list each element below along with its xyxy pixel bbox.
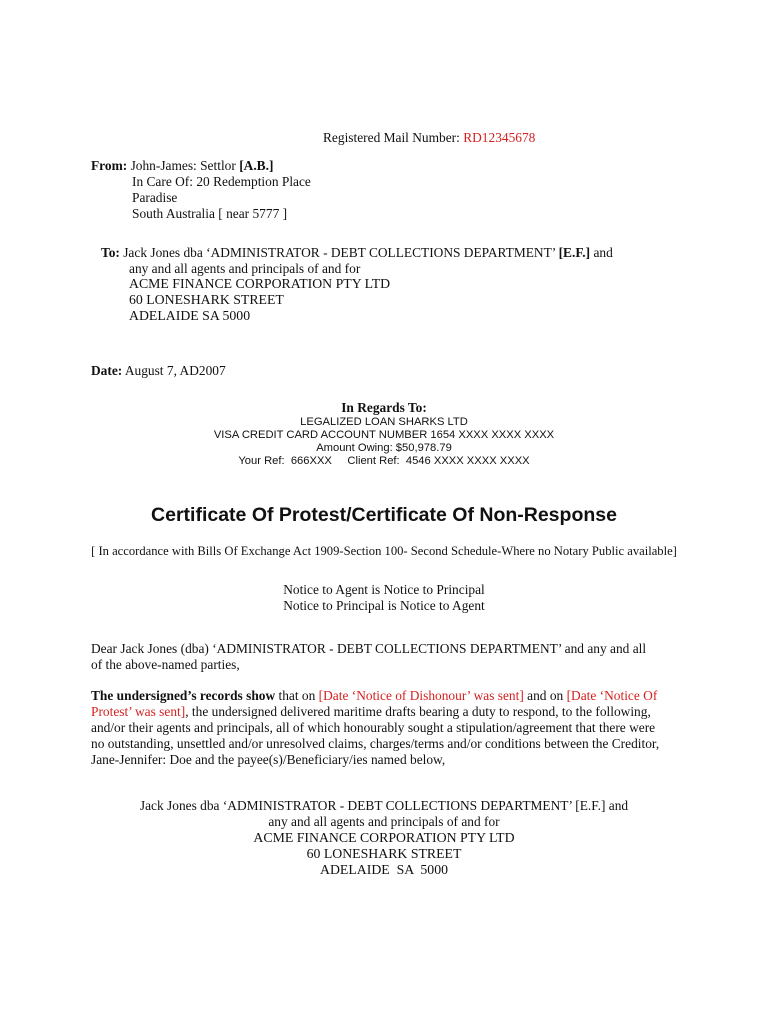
records-line-1: The undersigned’s records show that on [Date ‘Notice of Dishonour’ was sent] and on [Date ‘Notice Of <box>91 688 658 703</box>
date-label: Date: <box>91 363 123 378</box>
notice-line-2: Notice to Principal is Notice to Agent <box>283 598 485 613</box>
to-name: Jack Jones dba ‘ADMINISTRATOR - DEBT COLLECTIONS DEPARTMENT’ <box>123 245 556 260</box>
from-label: From: <box>91 158 128 173</box>
records-line-2: Protest’ was sent], the undersigned delivered maritime drafts bearing a duty to respond, to the following, <box>91 704 651 719</box>
records-bold-lead: The undersigned’s records show <box>91 688 276 703</box>
to-code: [E.F.] <box>558 245 591 260</box>
from-line <box>91 158 273 174</box>
notice-protest-date-part1: [Date ‘Notice Of <box>566 688 658 703</box>
registered-mail-line <box>323 130 535 146</box>
records-line-3: and/or their agents and principals, all of which honourably sought a stipulation/agreement that there were <box>91 720 656 735</box>
salutation-line-2: of the above-named parties, <box>91 657 240 672</box>
from-address-1: In Care Of: 20 Redemption Place <box>132 174 311 189</box>
recipient-line-1: Jack Jones dba ‘ADMINISTRATOR - DEBT COLLECTIONS DEPARTMENT’ [E.F.] and <box>139 798 629 813</box>
regards-line-3: Amount Owing: $50,978.79 <box>316 442 452 454</box>
date-line <box>91 363 226 379</box>
to-line-1: any and all agents and principals of and for <box>129 261 361 276</box>
to-label: To: <box>101 245 120 260</box>
to-line-4: ADELAIDE SA 5000 <box>129 308 251 323</box>
records-line-4: no outstanding, unsettled and/or unresolved claims, charges/terms and/or conditions between the Creditor, <box>91 736 660 751</box>
salutation-line-1: Dear Jack Jones (dba) ‘ADMINISTRATOR - DEBT COLLECTIONS DEPARTMENT’ and any and all <box>91 641 647 656</box>
regards-line-4: Your Ref: 666XXX Client Ref: 4546 XXXX XXXX XXXX <box>238 455 530 467</box>
registered-mail-label: Registered Mail Number: <box>323 130 464 145</box>
document-subtitle: [ In accordance with Bills Of Exchange Act 1909-Section 100- Second Schedule-Where no Notary Public available] <box>91 544 677 558</box>
to-line-3: 60 LONESHARK STREET <box>129 292 284 307</box>
date-value: August 7, AD2007 <box>124 363 226 378</box>
regards-heading: In Regards To: <box>341 400 427 415</box>
to-line <box>101 245 613 261</box>
recipient-line-2: any and all agents and principals of and for <box>268 814 500 829</box>
from-address-3: South Australia [ near 5777 ] <box>132 206 288 221</box>
from-code: [A.B.] <box>239 158 274 173</box>
notice-line-1: Notice to Agent is Notice to Principal <box>283 582 485 597</box>
from-name: John-James: Settlor <box>130 158 236 173</box>
notice-dishonour-date: [Date ‘Notice of Dishonour’ was sent] <box>318 688 524 703</box>
from-address-2: Paradise <box>132 190 178 205</box>
to-line-2: ACME FINANCE CORPORATION PTY LTD <box>129 276 391 291</box>
document-title: Certificate Of Protest/Certificate Of Non-Response <box>151 504 617 526</box>
records-line-5: Jane-Jennifer: Doe and the payee(s)/Beneficiary/ies named below, <box>91 752 446 767</box>
recipient-line-3: ACME FINANCE CORPORATION PTY LTD <box>253 830 515 845</box>
to-and: and <box>593 245 613 260</box>
regards-line-1: LEGALIZED LOAN SHARKS LTD <box>300 416 468 428</box>
regards-line-2: VISA CREDIT CARD ACCOUNT NUMBER 1654 XXXX XXXX XXXX <box>213 429 555 441</box>
recipient-line-4: 60 LONESHARK STREET <box>306 846 462 861</box>
registered-mail-number: RD12345678 <box>463 130 536 145</box>
notice-protest-date-part2: Protest’ was sent] <box>91 704 186 719</box>
recipient-line-5: ADELAIDE SA 5000 <box>320 862 448 877</box>
